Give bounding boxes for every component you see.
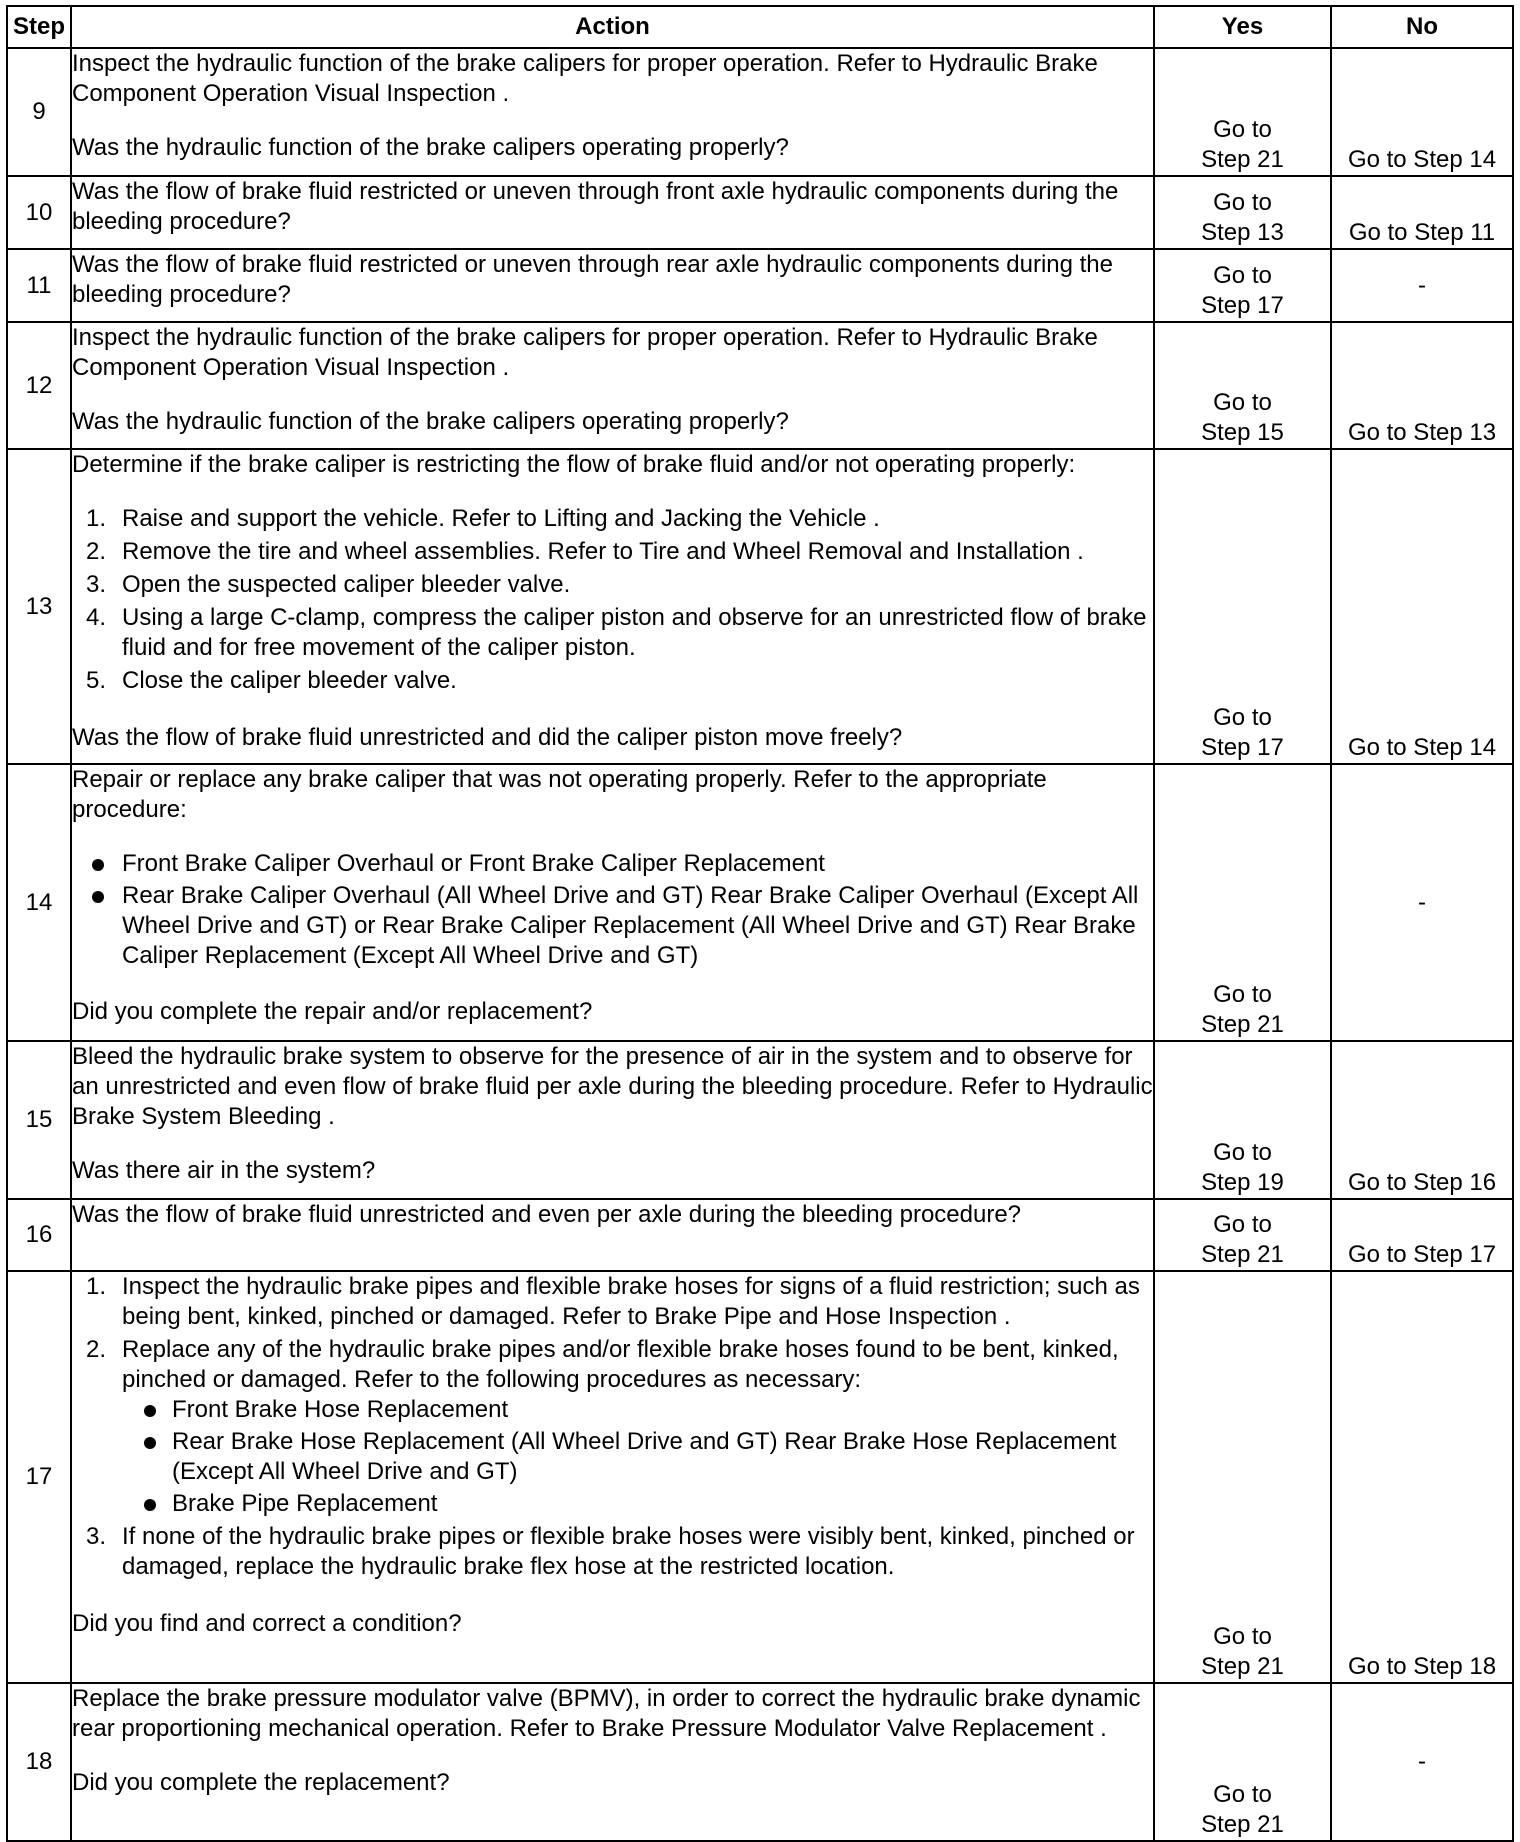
yes-line: Step 19 [1201,1169,1284,1196]
procedure-list [72,1272,1153,1582]
action-question: Was the hydraulic function of the brake calipers operating properly? [72,134,789,161]
yes-cell [1154,1683,1331,1841]
table-row [7,764,1513,1041]
table-row [7,1199,1513,1271]
yes-cell [1154,1199,1331,1271]
bullet-list [122,1395,1153,1519]
list-item-text: Front Brake Hose Replacement [172,1396,509,1423]
list-item-text: Brake Pipe Replacement [172,1490,438,1517]
yes-line: Go to [1213,1139,1272,1166]
action-question: Was the flow of brake fluid unrestricted and even per axle during the bleeding procedure? [72,1201,1022,1228]
list-item: 2. Remove the tire and wheel assemblies. Refer to Tire and Wheel Removal and Installation . [86,538,1084,565]
yes-line: Go to [1213,189,1272,216]
list-item [72,849,1153,879]
list-item-text: Inspect the hydraulic brake pipes and flexible brake hoses for signs of a fluid restriction; such as being bent, kinked, pinched or damaged. Refer to Brake Pipe and Hose Inspection . [122,1273,1140,1330]
list-item-text: Open the suspected caliper bleeder valve. [122,571,571,598]
action-cell [71,764,1154,1041]
list-item-text: Using a large C-clamp, compress the caliper piston and observe for an unrestricted flow of brake fluid and for free movement of the caliper piston. [122,604,1147,661]
list-item-text: If none of the hydraulic brake pipes or flexible brake hoses were visibly bent, kinked, pinched or damaged, replace the hydraulic brake flex hose at the restricted location. [122,1523,1135,1580]
list-item-text: Raise and support the vehicle. Refer to Lifting and Jacking the Vehicle . [122,505,880,532]
action-text: Determine if the brake caliper is restricting the flow of brake fluid and/or not operating properly: [72,451,1076,478]
no-cell: Go to Step 14 [1331,48,1513,176]
action-cell [71,1683,1154,1841]
no-cell: Go to Step 17 [1331,1199,1513,1271]
yes-line: Step 17 [1201,292,1284,319]
procedure-list [72,504,1153,696]
action-question: Was the hydraulic function of the brake calipers operating properly? [72,408,789,435]
step-number: 17 [7,1271,71,1683]
list-item: 4. Using a large C-clamp, compress the caliper piston and observe for an unrestricted flow of brake fluid and for free movement of the caliper piston. [86,604,1147,661]
table-row [7,1041,1513,1199]
yes-cell [1154,1271,1331,1683]
yes-line: Step 15 [1201,419,1284,446]
table-row [7,249,1513,322]
yes-line: Go to [1213,1211,1272,1238]
bullet-icon [92,891,104,903]
header-row [7,6,1513,48]
no-cell: Go to Step 13 [1331,322,1513,449]
action-question: Did you complete the replacement? [72,1769,450,1796]
bullet-icon [144,1405,156,1417]
step-number: 18 [7,1683,71,1841]
bullet-icon [144,1437,156,1449]
yes-line: Step 21 [1201,1011,1284,1038]
yes-cell [1154,176,1331,249]
action-cell [71,1041,1154,1199]
yes-line: Go to [1213,1781,1272,1808]
yes-cell [1154,1041,1331,1199]
action-cell [71,48,1154,176]
no-cell: Go to Step 14 [1331,449,1513,764]
yes-cell [1154,764,1331,1041]
yes-line: Step 21 [1201,1653,1284,1680]
action-cell [71,322,1154,449]
table-row [7,1683,1513,1841]
step-number: 9 [7,48,71,176]
yes-line: Go to [1213,262,1272,289]
table-row [7,48,1513,176]
list-item: 2. Replace any of the hydraulic brake pipes and/or flexible brake hoses found to be bent, kinked, pinched or damaged. Refer to the following procedures as necessary: Front Brake Hose Replacement Rear Brake Hose Replacement (All Wheel Drive and GT) Rear Brake Hose Replacement (Except All Wheel Drive and GT) Brake Pipe Replacement [72,1335,1153,1519]
yes-cell [1154,322,1331,449]
action-text: Bleed the hydraulic brake system to observe for the presence of air in the system and to observe for an unrestricted and even flow of brake fluid per axle during the bleeding procedure. Refer to Hydraulic Brake System Bleeding . [72,1043,1153,1130]
action-question: Was the flow of brake fluid restricted or uneven through front axle hydraulic components during the bleeding procedure? [72,178,1119,235]
action-text: Inspect the hydraulic function of the brake calipers for proper operation. Refer to Hydraulic Brake Component Operation Visual Inspection . [72,324,1098,381]
action-text: Repair or replace any brake caliper that was not operating properly. Refer to the appropriate procedure: [72,766,1047,823]
list-item: 3. If none of the hydraulic brake pipes or flexible brake hoses were visibly bent, kinked, pinched or damaged, replace the hydraulic brake flex hose at the restricted location. [86,1523,1135,1580]
list-item: 1. Raise and support the vehicle. Refer to Lifting and Jacking the Vehicle . [86,505,880,532]
list-item-text: Front Brake Caliper Overhaul or Front Brake Caliper Replacement [122,850,825,877]
step-number: 15 [7,1041,71,1199]
no-cell: Go to Step 18 [1331,1271,1513,1683]
action-question: Did you find and correct a condition? [72,1610,462,1637]
step-number: 12 [7,322,71,449]
diagnostic-table [6,5,1514,1842]
step-number: 10 [7,176,71,249]
list-item [72,881,1153,971]
step-number: 13 [7,449,71,764]
list-item-text: Remove the tire and wheel assemblies. Refer to Tire and Wheel Removal and Installation . [122,538,1084,565]
header-yes: Yes [1154,6,1331,48]
header-step: Step [7,6,71,48]
list-item [122,1395,1153,1425]
bullet-icon [144,1499,156,1511]
action-text: Replace the brake pressure modulator valve (BPMV), in order to correct the hydraulic brake dynamic rear proportioning mechanical operation. Refer to Brake Pressure Modulator Valve Replacement . [72,1685,1141,1742]
yes-cell [1154,48,1331,176]
yes-line: Go to [1213,1623,1272,1650]
yes-line: Go to [1213,116,1272,143]
header-action: Action [71,6,1154,48]
list-item: 1. Inspect the hydraulic brake pipes and flexible brake hoses for signs of a fluid restriction; such as being bent, kinked, pinched or damaged. Refer to Brake Pipe and Hose Inspection . [86,1273,1140,1330]
yes-line: Step 13 [1201,219,1284,246]
list-item-text: Rear Brake Hose Replacement (All Wheel Drive and GT) Rear Brake Hose Replacement (Except All Wheel Drive and GT) [172,1428,1117,1485]
list-item: 3. Open the suspected caliper bleeder valve. [86,571,571,598]
table-row [7,176,1513,249]
action-cell [71,249,1154,322]
yes-line: Step 21 [1201,146,1284,173]
no-cell: - [1331,764,1513,1041]
action-question: Was the flow of brake fluid unrestricted and did the caliper piston move freely? [72,724,903,751]
action-cell [71,1271,1154,1683]
yes-cell [1154,249,1331,322]
table-row [7,449,1513,764]
yes-line: Go to [1213,704,1272,731]
step-number: 16 [7,1199,71,1271]
no-cell: Go to Step 16 [1331,1041,1513,1199]
no-cell: - [1331,1683,1513,1841]
no-cell: Go to Step 11 [1331,176,1513,249]
yes-line: Step 21 [1201,1241,1284,1268]
table-row [7,1271,1513,1683]
table-row [7,322,1513,449]
header-no: No [1331,6,1513,48]
action-question: Was the flow of brake fluid restricted or uneven through rear axle hydraulic components during the bleeding procedure? [72,251,1113,308]
yes-line: Go to [1213,981,1272,1008]
action-cell [71,1199,1154,1271]
list-item-text: Replace any of the hydraulic brake pipes and/or flexible brake hoses found to be bent, kinked, pinched or damaged. Refer to the following procedures as necessary: [122,1336,1119,1393]
action-question: Did you complete the repair and/or replacement? [72,998,593,1025]
step-number: 14 [7,764,71,1041]
yes-cell [1154,449,1331,764]
step-number: 11 [7,249,71,322]
list-item [122,1489,1153,1519]
action-text: Inspect the hydraulic function of the brake calipers for proper operation. Refer to Hydraulic Brake Component Operation Visual Inspection . [72,50,1098,107]
action-cell [71,176,1154,249]
yes-line: Step 21 [1201,1811,1284,1838]
yes-line: Step 17 [1201,734,1284,761]
bullet-list [72,849,1153,971]
bullet-icon [92,859,104,871]
list-item [122,1427,1153,1487]
action-question: Was there air in the system? [72,1157,376,1184]
action-cell [71,449,1154,764]
list-item-text: Rear Brake Caliper Overhaul (All Wheel Drive and GT) Rear Brake Caliper Overhaul (Except All Wheel Drive and GT) or Rear Brake Caliper Replacement (All Wheel Drive and GT) Rear Brake Caliper Replacement (Except All Wheel Drive and GT) [122,882,1139,969]
list-item: 5. Close the caliper bleeder valve. [86,667,457,694]
no-cell: - [1331,249,1513,322]
yes-line: Go to [1213,389,1272,416]
list-item-text: Close the caliper bleeder valve. [122,667,457,694]
